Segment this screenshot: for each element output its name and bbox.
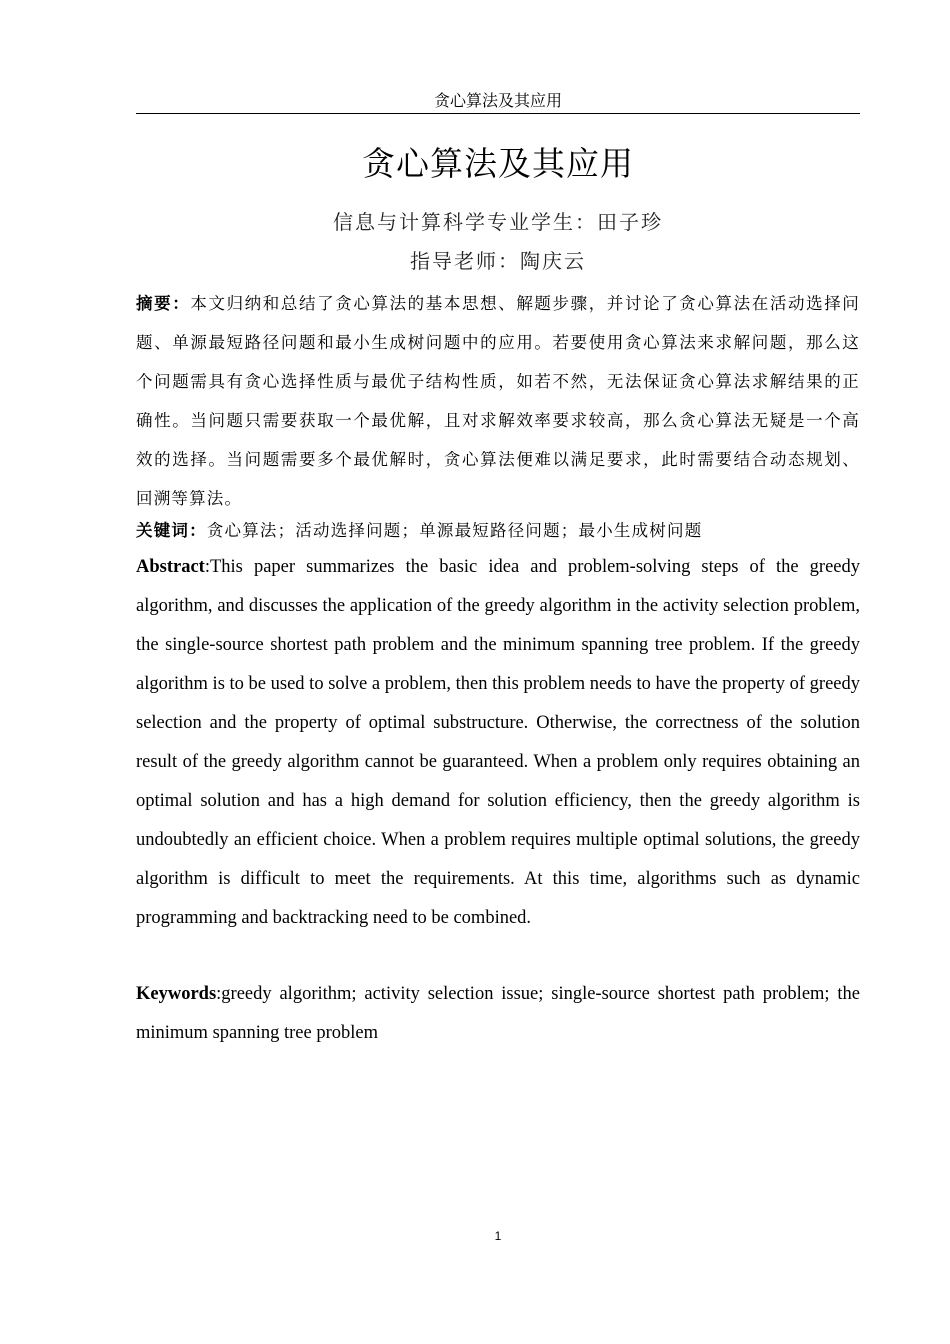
header-divider [136, 113, 860, 114]
running-header: 贪心算法及其应用 [433, 91, 562, 110]
english-keywords-label: Keywords [136, 984, 217, 1004]
chinese-abstract-label: 摘要： [136, 294, 191, 313]
chinese-abstract-text: 本文归纳和总结了贪心算法的基本思想、解题步骤，并讨论了贪心算法在活动选择问题、单源最短路径问题和最小生成树问题中的应用。若要使用贪心算法来求解问题，那么这个问题需具有贪心选择性质与最优子结构性质，如若不然，无法保证贪心算法求解结果的正确性。当问题只需要获取一个最优解，且对求解效率要求较高，那么贪心算法无疑是一个高效的选择。当问题需要多个最优解时，贪心算法便难以满足要求，此时需要结合动态规划、回溯等算法。 [136, 294, 860, 508]
chinese-keywords-label: 关键词： [136, 521, 207, 540]
page-number: 1 [494, 1229, 502, 1243]
advisor-line: 指导老师：陶庆云 [410, 249, 586, 273]
chinese-keywords-text: 贪心算法；活动选择问题；单源最短路径问题；最小生成树问题 [206, 521, 703, 540]
english-abstract-text: :This paper summarizes the basic idea and problem-solving steps of the greedy algorithm, and discusses the application of the greedy algorithm in the activity selection problem, the single-source shortest path problem and the minimum spanning tree problem. If the greedy algorithm is to be used to solve a problem, then this problem needs to have the property of greedy selection and the property of optimal substructure. Otherwise, the correctness of the solution result of the greedy algorithm cannot be guaranteed. When a problem only requires obtaining an optimal solution and has a high demand for solution efficiency, then the greedy algorithm is undoubtedly an efficient choice. When a problem requires multiple optimal solutions, the greedy algorithm is difficult to meet the requirements. At this time, algorithms such as dynamic programming and backtracking need to be combined. [136, 557, 860, 928]
english-keywords-text: :greedy algorithm; activity selection issue; single-source shortest path problem; the minimum spanning tree problem [136, 984, 860, 1043]
author-line: 信息与计算科学专业学生：田子珍 [333, 210, 663, 234]
english-keywords [136, 975, 860, 1053]
english-abstract-label: Abstract [136, 557, 205, 577]
chinese-keywords [136, 515, 860, 547]
page-title: 贪心算法及其应用 [362, 144, 634, 183]
chinese-abstract [136, 284, 860, 518]
english-abstract [136, 548, 860, 938]
